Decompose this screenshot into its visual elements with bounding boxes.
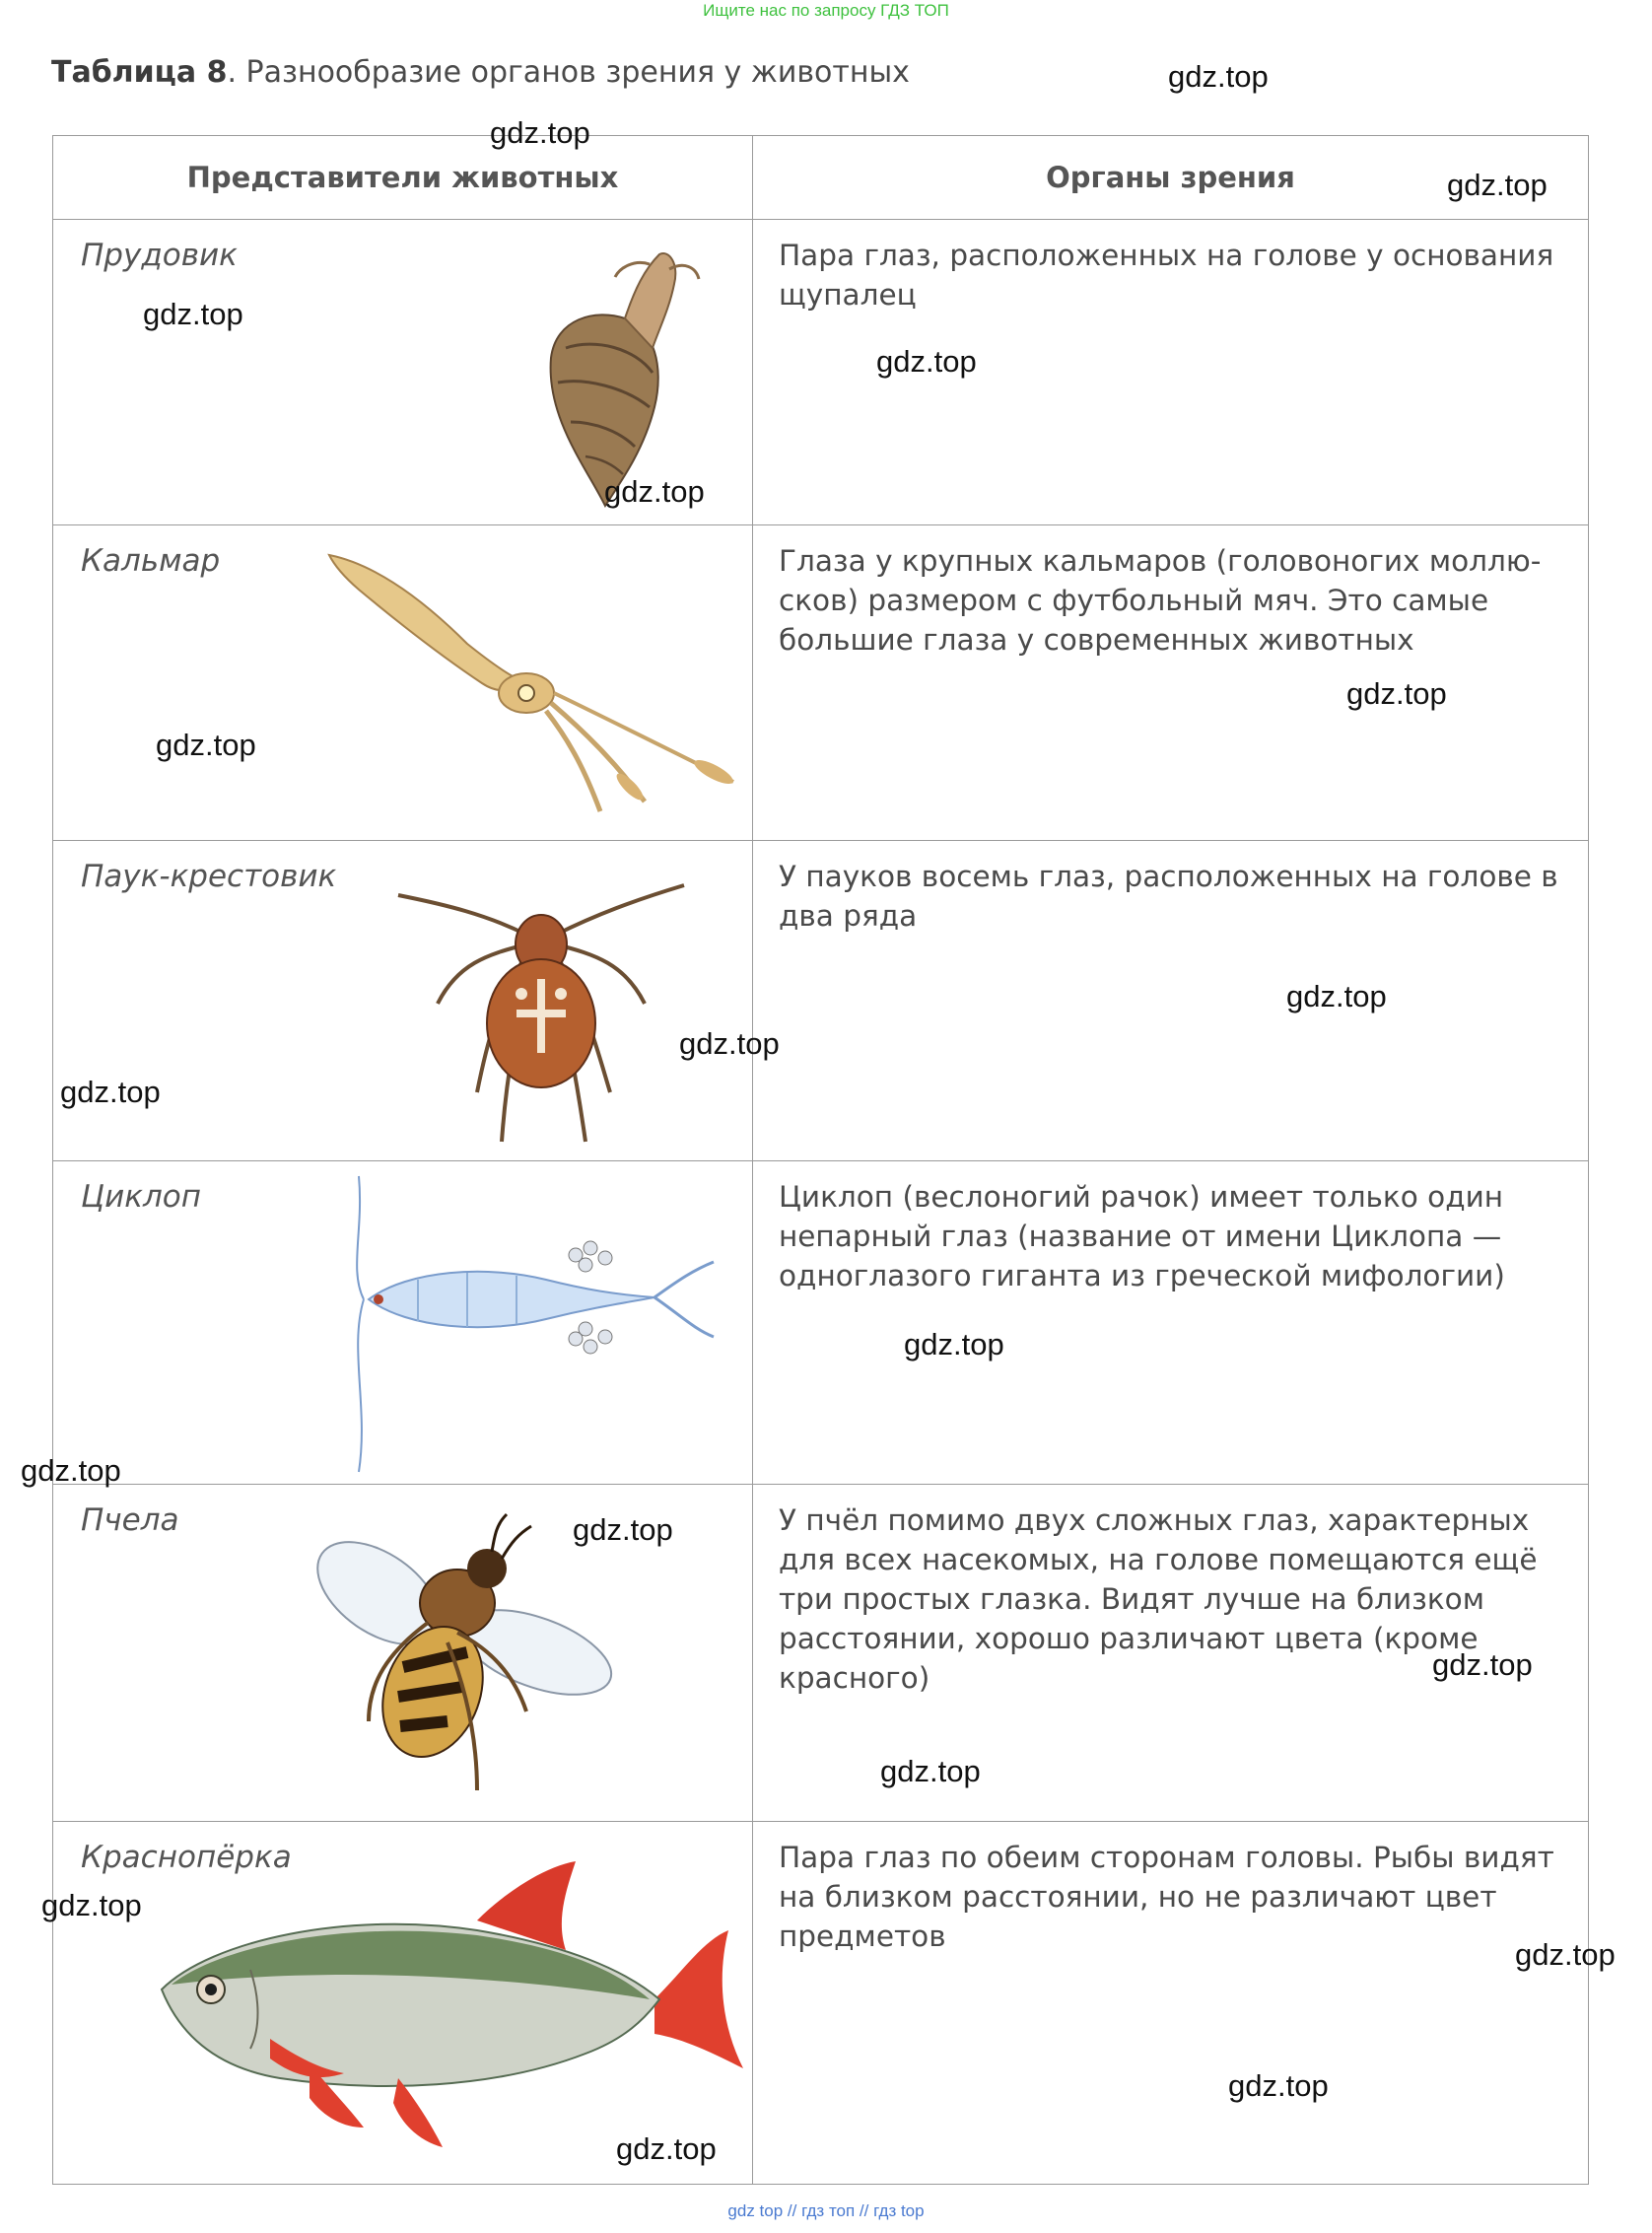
squid-illustration [319,545,753,831]
table-caption: . Разнообразие органов зрения у животных [227,55,910,90]
table-row [53,220,1589,525]
animal-cell [53,841,753,1161]
animal-name: Пчела [81,1502,179,1538]
watermark: gdz.top [904,1327,1004,1361]
header-vision-organs: Органы зрения [753,136,1589,220]
watermark: gdz.top [616,2131,717,2166]
animal-cell [53,525,753,841]
vision-description-cell [753,525,1589,841]
watermark: gdz.top [156,728,256,762]
garden-spider-illustration [388,856,694,1151]
watermark: gdz.top [143,297,243,331]
vision-description-cell [753,841,1589,1161]
animal-name: Прудовик [81,238,238,273]
table-row [53,1822,1589,2185]
vision-description: У пчёл помимо двух сложных глаз, характерных для всех насекомых, на голове помещаются ещё три простых глазка. Видят лучше на близком расстоянии, хорошо различают цвета (кроме красного) [779,1503,1538,1695]
watermark: gdz.top [604,474,705,509]
header-animals: Представители животных [53,136,753,220]
animal-name: Краснопёрка [81,1840,292,1875]
watermark: gdz.top [573,1512,673,1547]
animal-name: Циклоп [81,1179,201,1215]
table-number: Таблица 8 [51,55,228,90]
vision-description: Пара глаз, расположенных на голове у основания щупалец [779,239,1554,312]
cyclops-crustacean-illustration [290,1171,743,1477]
watermark: gdz.top [21,1453,121,1488]
watermark: gdz.top [679,1026,780,1061]
vision-table [52,135,1589,2185]
watermark: gdz.top [60,1075,161,1109]
watermark: gdz.top [490,115,590,150]
vision-description: Циклоп (веслоногий рачок) имеет только один непарный глаз (название от имени Циклопа — одноглазого гиганта из греческой мифологии) [779,1180,1505,1292]
watermark: gdz.top [1286,979,1387,1013]
vision-description: У пауков восемь глаз, расположенных на голове в два ряда [779,860,1558,933]
watermark: gdz.top [880,1754,981,1788]
table-header-row [53,136,1589,220]
table-row [53,1161,1589,1485]
animal-name: Кальмар [81,543,221,579]
watermark: gdz.top [1168,59,1269,94]
animal-cell [53,1822,753,2185]
watermark: gdz.top [876,344,977,379]
watermark: gdz.top [1228,2068,1329,2103]
vision-description-cell [753,1822,1589,2185]
watermark: gdz.top [1447,168,1548,202]
page-title [51,55,910,90]
watermark: gdz.top [1432,1647,1533,1682]
table-row [53,1485,1589,1822]
top-note[interactable]: Ищите нас по запросу ГДЗ ТОП [703,1,949,20]
watermark: gdz.top [1346,676,1447,711]
watermark: gdz.top [1515,1937,1616,1972]
animal-name: Паук-крестовик [81,859,337,894]
watermark: gdz.top [41,1888,142,1922]
vision-description-cell [753,1161,1589,1485]
vision-description: Глаза у крупных кальмаров (головоногих моллю-сков) размером с футбольный мяч. Это самые большие глаза у современных животных [779,544,1542,657]
vision-description: Пара глаз по обеим сторонам головы. Рыбы видят на близком расстоянии, но не различают цвет предметов [779,1841,1554,1953]
animal-cell [53,1161,753,1485]
rudd-fish-illustration [152,1851,783,2177]
bee-illustration [310,1504,645,1810]
footer-links[interactable]: gdz top // гдз топ // гдз top [727,2201,925,2220]
